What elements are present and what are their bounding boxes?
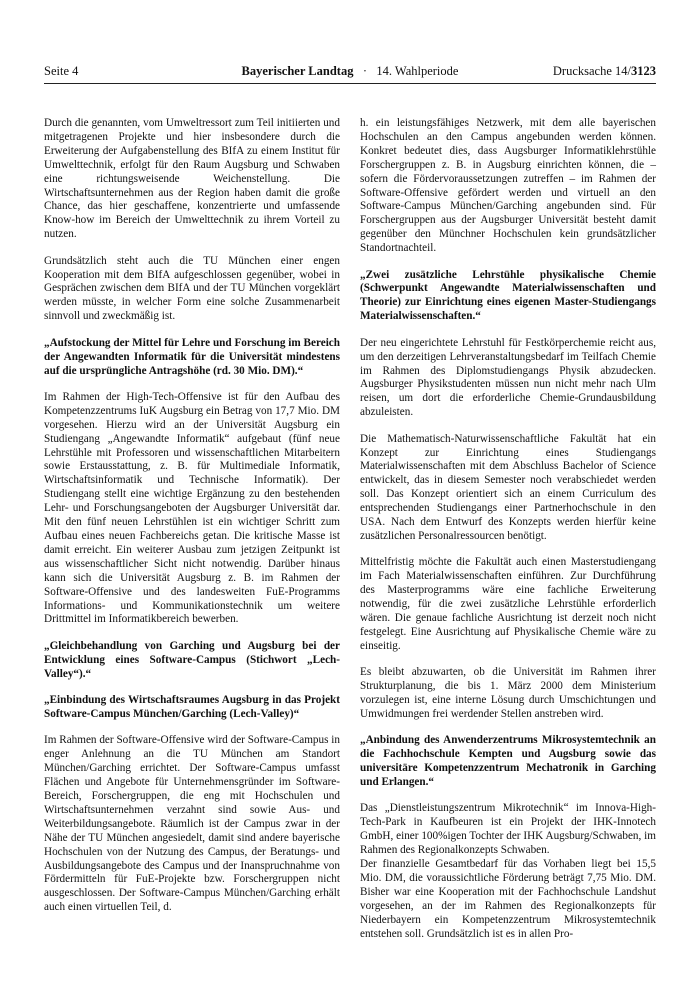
- paragraph: h. ein leistungsfähiges Netzwerk, mit dem alle bayerischen Hochschulen an den Campus angebunden werden können. Konkret bedeutet dies, dass Augsburger Informatiklehrstühle Forschergruppen z. B. in Augsburg einrichten können, die – sofern die Fördervoraussetzungen zutreffen – im Rahmen der Software-Offensive gefördert werden und virtuell an den Software-Campus München/Garching angebunden sind. Für Forschergruppen aus der Augsburger Universität besteht damit gegenüber den Münchner Hochschulen kein grundsätzlicher Standortnachteil.: [360, 117, 656, 255]
- paragraph: Der neu eingerichtete Lehrstuhl für Festkörperchemie reicht aus, um den derzeitigen Lehrveranstaltungsbedarf im Teilfach Chemie im Rahmen des Diplomstudiengangs Physik abzudecken. Augsburger Physikstudenten müssen nun nicht mehr nach Ulm reisen, um dort die erforderliche Chemie-Grundausbildung abzuleisten.: [360, 336, 656, 419]
- section-heading: „Einbindung des Wirtschaftsraumes Augsburg in das Projekt Software-Campus München/Garching (Lech-Valley)“: [44, 694, 340, 720]
- section-heading: „Anbindung des Anwenderzentrums Mikrosystemtechnik an die Fachhochschule Kempten und Augsburg sowie das universitäre Kompetenzzentrum Mechatronik in Garching und Erlangen.“: [360, 734, 656, 789]
- left-column: [44, 117, 340, 928]
- paragraph: Das „Dienstleistungszentrum Mikrotechnik“ im Innova-High-Tech-Park in Kaufbeuren ist ein Projekt der IHK-Innotech GmbH, einer 100%igen Tochter der IHK Augsburg/Schwaben, im Rahmen des Regionalkonzepts Schwaben.: [360, 802, 656, 857]
- right-column: [360, 117, 656, 954]
- paragraph: Im Rahmen der High-Tech-Offensive ist für den Aufbau des Kompetenzzentrums IuK Augsburg ein Betrag von 17,7 Mio. DM vorgesehen. Hierzu wird an der Universität Augsburg ein Studiengang „Angewandte Informatik“ aufgebaut (fünf neue Lehrstühle mit Professoren und wissenschaftlichen Mitarbeitern sowie Erstausstattung, z. B. für Multimediale Informatik, Wirtschaftsinformatik und Technische Informatik). Der Studiengang stellt eine wichtige Ergänzung zu den bestehenden Lehr- und Forschungsangeboten der Augsburger Universität dar. Mit den fünf neuen Lehrstühlen ist ein wichtiger Schritt zum Aufbau eines neuen Fachbereichs getan. Die kritische Masse ist damit erreicht. Ein weiterer Ausbau zum jetzigen Zeitpunkt ist aus wissenschaftlicher Sicht nicht notwendig. Darüber hinaus kann sich die Universität Augsburg z. B. im Rahmen der Software-Offensive und des landesweiten FuE-Programms Informations- und Kommunikationstechnik um weitere Drittmittel im Informatikbereich bewerben.: [44, 390, 340, 626]
- legislative-period: 14. Wahlperiode: [376, 64, 459, 78]
- document-number: 3123: [631, 64, 656, 78]
- document-reference: [553, 63, 656, 79]
- document-label: Drucksache 14/: [552, 64, 631, 78]
- section-heading: „Gleichbehandlung von Garching und Augsburg bei der Entwicklung eines Software-Campus (Stichwort „Lech-Valley“).“: [44, 639, 340, 680]
- paragraph: Der finanzielle Gesamtbedarf für das Vorhaben liegt bei 15,5 Mio. DM, die voraussichtliche Förderung beträgt 7,75 Mio. DM. Bisher war eine Kooperation mit der Fachhochschule Landshut vorgesehen, an der im Rahmen des Regionalkonzepts für Niederbayern ein Kompetenzzentrum Mikrosystemtechnik entstehen soll. Grundsätzlich ist es in allen Pro-: [360, 858, 656, 940]
- page-header: [44, 63, 656, 79]
- header-separator: ·: [362, 64, 367, 78]
- paragraph: Grundsätzlich steht auch die TU München einer engen Kooperation mit dem BIfA aufgeschlossen gegenüber, wobei in Gesprächen zwischen dem BIfA und der TU München vorgeklärt werden müsste, in welcher Form eine solche Zusammenarbeit sinnvoll und zweckmäßig ist.: [44, 254, 340, 323]
- page-number: Seite 4: [44, 64, 79, 78]
- paragraph: Im Rahmen der Software-Offensive wird der Software-Campus in enger Anlehnung an die TU München am Standort München/Garching errichtet. Der Software-Campus umfasst Flächen und Angebote für Unternehmensgründer im Software-Bereich, Forschergruppen, die eng mit Hochschulen und Wirtschaftsunternehmen verzahnt sind sowie Aus- und Weiterbildungsangebote. Räumlich ist der Campus zwar in der Nähe der TU München angesiedelt, damit sind andere bayerische Hochschulen von der Nutzung des Campus, der Beratungs- und Ausbildungsangebote des Campus und der Inanspruchnahme von Fördermitteln für FuE-Projekte bzw. Forschergruppen nicht ausgeschlossen. Der Software-Campus München/Garching erhält auch einen virtuellen Teil, d.: [44, 734, 340, 914]
- paragraph: Durch die genannten, vom Umweltressort zum Teil initiierten und mitgetragenen Projekte und hier insbesondere durch die Erweiterung der Aufgabenstellung des BIfA zu einem Institut für Umwelttechnik, erfolgt für den Raum Augsburg und Schwaben eine richtungsweisende Weichenstellung. Die Wirtschaftsunternehmen aus der Region haben damit die große Chance, das hier geschaffene, konzentrierte und umfassende Know-how im Bereich der Umwelttechnik zu ihrem Vorteil zu nutzen.: [44, 117, 340, 241]
- paragraph: Mittelfristig möchte die Fakultät auch einen Masterstudiengang im Fach Materialwissenschaften einführen. Zur Durchführung des Masterprogramms wäre eine fachliche Erweiterung notwendig, für die zwei zusätzliche Lehrstühle erforderlich wären. Die genaue fachliche Ausrichtung ist derzeit noch nicht festgelegt. Eine Ausrichtung auf Physikalische Chemie wäre zu einseitig.: [360, 556, 656, 652]
- paragraph: Die Mathematisch-Naturwissenschaftliche Fakultät hat ein Konzept zur Einrichtung eines Studiengangs Materialwissenschaften mit dem Abschluss Bachelor of Science entwickelt, das in diesem Semester noch verabschiedet werden soll. Das Konzept orientiert sich an einem Curriculum des entsprechenden Studiengangs einer Partnerhochschule in den USA. Nach dem Entwurf des Konzepts werden hierfür keine zusätzlichen Personalressourcen benötigt.: [360, 432, 656, 542]
- section-heading: „Aufstockung der Mittel für Lehre und Forschung im Bereich der Angewandten Informatik für die Universität mindestens auf die ursprüngliche Antragshöhe (rd. 30 Mio. DM).“: [44, 336, 340, 377]
- section-heading: „Zwei zusätzliche Lehrstühle physikalische Chemie (Schwerpunkt Angewandte Materialwissenschaften und Theorie) zur Einrichtung eines eigenen Master-Studiengangs Materialwissenschaften.“: [360, 268, 656, 323]
- parliament-title: Bayerischer Landtag: [241, 64, 354, 78]
- header-rule: [44, 83, 656, 84]
- paragraph: Es bleibt abzuwarten, ob die Universität im Rahmen ihrer Strukturplanung, die bis 1. März 2000 dem Ministerium vorzulegen ist, eine interne Lösung durch Umschichtungen und Umwidmungen frei werdender Stellen anstreben wird.: [360, 666, 656, 720]
